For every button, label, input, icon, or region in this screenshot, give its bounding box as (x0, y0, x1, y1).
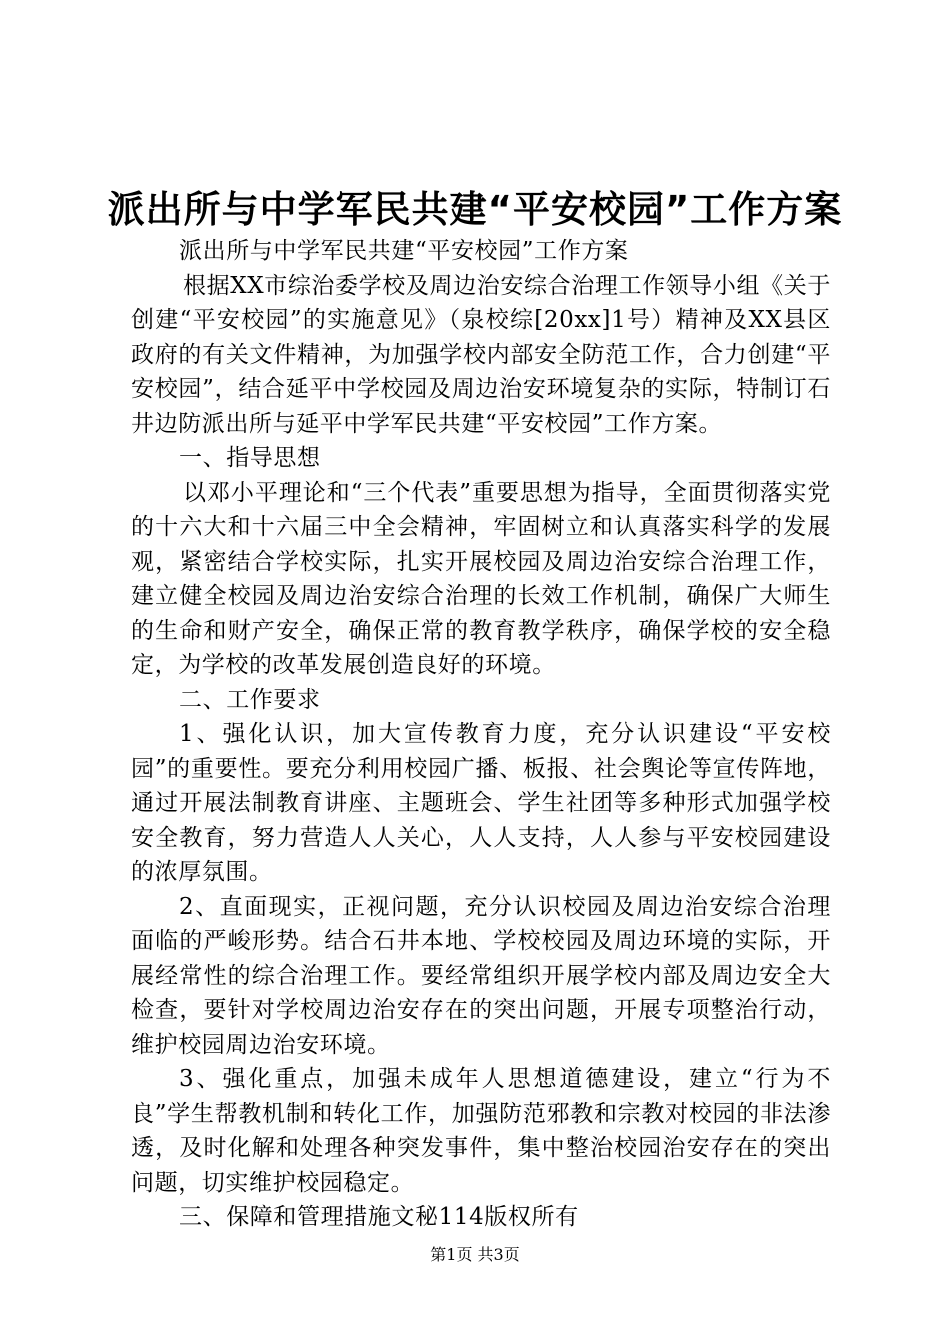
document-body (131, 234, 831, 1235)
section-heading-work-requirements: 二、工作要求 (179, 686, 321, 713)
section-heading-safeguards: 三、保障和管理措施文秘114版权所有 (179, 1204, 579, 1230)
requirement-3-paragraph: 3、强化重点，加强未成年人思想道德建设，建立“行为不良”学生帮教机制和转化工作，加强防范邪教和宗教对校园的非法渗透，及时化解和处理各种突发事件，集中整治校园治安存在的突出问题，切实维护校园稳定。 (131, 1066, 831, 1196)
subtitle-paragraph: 派出所与中学军民共建“平安校园”工作方案 (179, 238, 629, 264)
guiding-thought-paragraph: 以邓小平理论和“三个代表”重要思想为指导，全面贯彻落实党的十六大和十六届三中全会精神，牢固树立和认真落实科学的发展观，紧密结合学校实际，扎实开展校园及周边治安综合治理工作，建立健全校园及周边治安综合治理的长效工作机制，确保广大师生的生命和财产安全，确保正常的教育教学秩序，确保学校的安全稳定，为学校的改革发展创造良好的环境。 (131, 479, 831, 678)
page-number-footer: 第1页 共3页 (430, 1245, 520, 1264)
section-heading-guiding-thought: 一、指导思想 (179, 445, 321, 471)
intro-paragraph: 根据XX市综治委学校及周边治安综合治理工作领导小组《关于创建“平安校园”的实施意见》（泉校综[20xx]1号）精神及XX县区政府的有关文件精神，为加强学校内部安全防范工作，合力创建“平安校园”，结合延平中学校园及周边治安环境复杂的实际，特制订石井边防派出所与延平中学军民共建“平安校园”工作方案。 (131, 272, 831, 437)
document-title: 派出所与中学军民共建“平安校园”工作方案 (107, 188, 843, 231)
requirement-2-paragraph: 2、直面现实，正视问题，充分认识校园及周边治安综合治理面临的严峻形势。结合石井本地、学校校园及周边环境的实际，开展经常性的综合治理工作。要经常组织开展学校内部及周边安全大检查，要针对学校周边治安存在的突出问题，开展专项整治行动，维护校园周边治安环境。 (131, 893, 831, 1058)
requirement-1-paragraph: 1、强化认识，加大宣传教育力度，充分认识建设“平安校园”的重要性。要充分利用校园广播、板报、社会舆论等宣传阵地，通过开展法制教育讲座、主题班会、学生社团等多种形式加强学校安全教育，努力营造人人关心，人人支持，人人参与平安校园建设的浓厚氛围。 (131, 721, 831, 885)
